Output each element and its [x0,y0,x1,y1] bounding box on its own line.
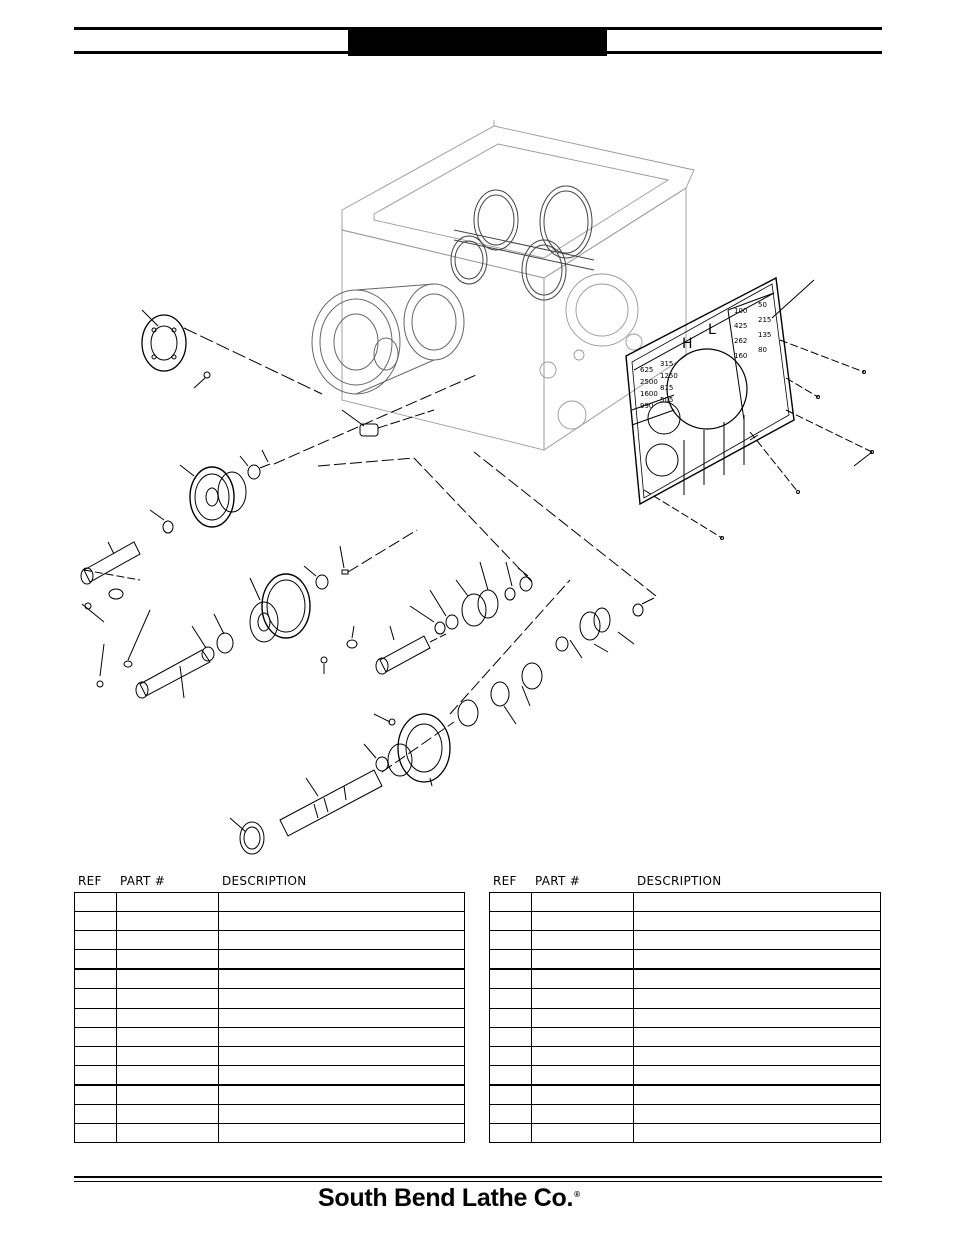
speed-cell: 625 [640,366,654,374]
parts-table-left [74,872,465,892]
table-header [489,872,881,892]
table-row [490,893,880,911]
table-row [490,949,880,968]
table-body [489,892,881,1143]
table-row [75,1104,464,1123]
col-description: DESCRIPTION [222,874,307,888]
table-row [75,1008,464,1027]
gearbox-housing [342,120,694,450]
col-ref: REF [78,874,102,888]
table-header [74,872,465,892]
bearing-cover [142,310,322,394]
exploded-parts-diagram [74,110,882,860]
col-part: PART # [535,874,581,888]
speed-cell: 2500 [640,378,658,386]
table-row [75,1046,464,1065]
upper-cluster-gear [180,375,476,527]
table-row [75,968,464,988]
brand-logo [318,1181,638,1215]
headstock-gearbox-drawing [74,110,882,860]
table-row [75,988,464,1007]
speed-cell: 815 [660,384,674,392]
table-row [490,1027,880,1046]
speed-cell: 135 [758,331,772,339]
section-title-tab [348,27,607,56]
table-row [490,1065,880,1084]
speed-cell: 262 [734,337,748,345]
lower-shaft [97,610,210,698]
table-row [75,893,464,911]
table-row [75,1123,464,1142]
speed-chart-label-l: L [708,322,716,338]
table-row [490,968,880,988]
speed-cell: 425 [734,322,748,330]
table-row [490,1046,880,1065]
col-ref: REF [493,874,517,888]
table-row [490,1104,880,1123]
table-row [75,930,464,949]
speed-cell: 505 [660,396,674,404]
speed-cell: 315 [660,360,674,368]
speed-cell: 50 [758,301,767,309]
table-row [490,1084,880,1104]
table-row [490,988,880,1007]
speed-chart-plate [626,278,794,504]
speed-cell: 1600 [640,390,658,398]
table-row [75,1065,464,1084]
front-pulley [312,284,464,394]
footer-rule-top [74,1176,882,1178]
speed-cell: 80 [758,346,767,354]
speed-cell: 100 [734,307,748,315]
table-row [490,911,880,930]
table-row [75,949,464,968]
speed-cell: 990 [640,402,654,410]
table-body [74,892,465,1143]
table-row [75,1027,464,1046]
speed-chart-label-h: H [682,336,693,352]
internal-gears [451,186,594,300]
center-shaft [318,458,532,674]
main-shaft-flange [230,580,570,854]
upper-shaft [81,510,173,622]
plug [342,410,434,436]
table-row [490,1008,880,1027]
table-row [490,930,880,949]
middle-gear [192,530,417,661]
table-row [490,1123,880,1142]
speed-cell: 160 [734,352,748,360]
speed-cell: 1250 [660,372,678,380]
col-part: PART # [120,874,166,888]
parts-table-right [489,872,881,892]
table-row [75,1084,464,1104]
speed-cell: 215 [758,316,772,324]
table-row [75,911,464,930]
col-description: DESCRIPTION [637,874,722,888]
brand-name: South Bend Lathe Co. [318,1183,574,1212]
registered-mark: ® [574,1189,580,1199]
